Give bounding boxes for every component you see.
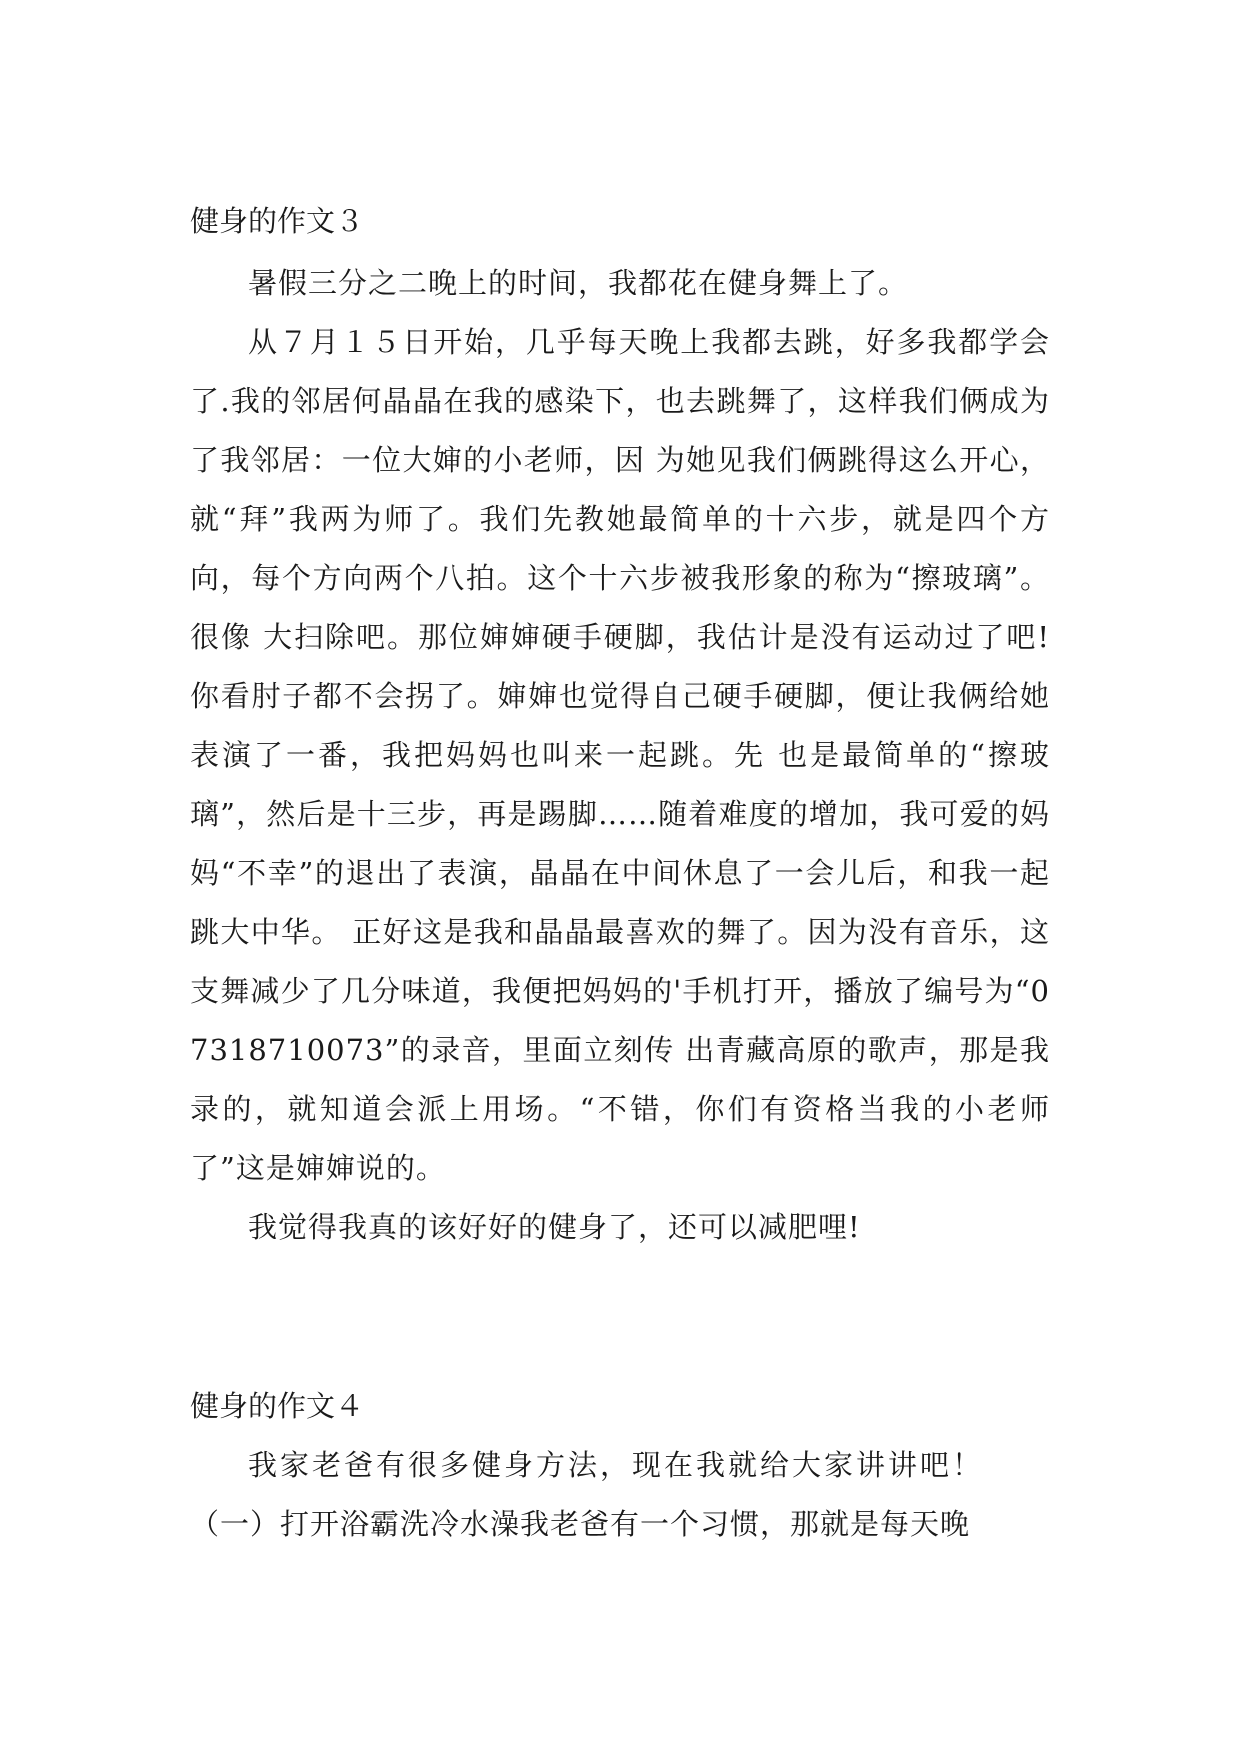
essay-section-4 [190,1380,1050,1554]
paragraph: 暑假三分之二晚上的时间，我都花在健身舞上了。 [248,266,909,300]
section-heading: 健身的作文３ [190,204,365,238]
section-heading: 健身的作文４ [190,1389,365,1423]
paragraph: 我家老爸有很多健身方法，现在我就给大家讲讲吧！ [248,1448,985,1482]
essay-section-3 [190,195,1050,1257]
paragraph: 从７月１５日开始，几乎每天晚上我都去跳，好多我都学会了.我的邻居何晶晶在我的感染下，也去跳舞了，这样我们俩成为了我邻居：一位大婶的小老师，因 为她见我们俩跳得这么开心，就“拜”我两为师了。我们先教她最简单的十六步，就是四个方向，每个方向两个八拍。这个十六步被我形象的称为“擦玻璃”。很像 大扫除吧。那位婶婶硬手硬脚，我估计是没有运动过了吧!你看肘子都不会拐了。婶婶也觉得自己硬手硬脚，便让我俩给她表演了一番，我把妈妈也叫来一起跳。先 也是最简单的“擦玻璃”，然后是十三步，再是踢脚……随着难度的增加，我可爱的妈妈“不幸”的退出了表演，晶晶在中间休息了一会儿后，和我一起跳大中华。 正好这是我和晶晶最喜欢的舞了。因为没有音乐，这支舞减少了几分味道，我便把妈妈的'手机打开，播放了编号为“07318710073”的录音，里面立刻传 出青藏高原的歌声，那是我录的，就知道会派上用场。“不错，你们有资格当我的小老师了”这是婶婶说的。 [190,325,1050,1185]
paragraph: （一）打开浴霸洗冷水澡我老爸有一个习惯，那就是每天晚 [190,1507,971,1541]
paragraph: 我觉得我真的该好好的健身了，还可以减肥哩! [248,1210,861,1244]
